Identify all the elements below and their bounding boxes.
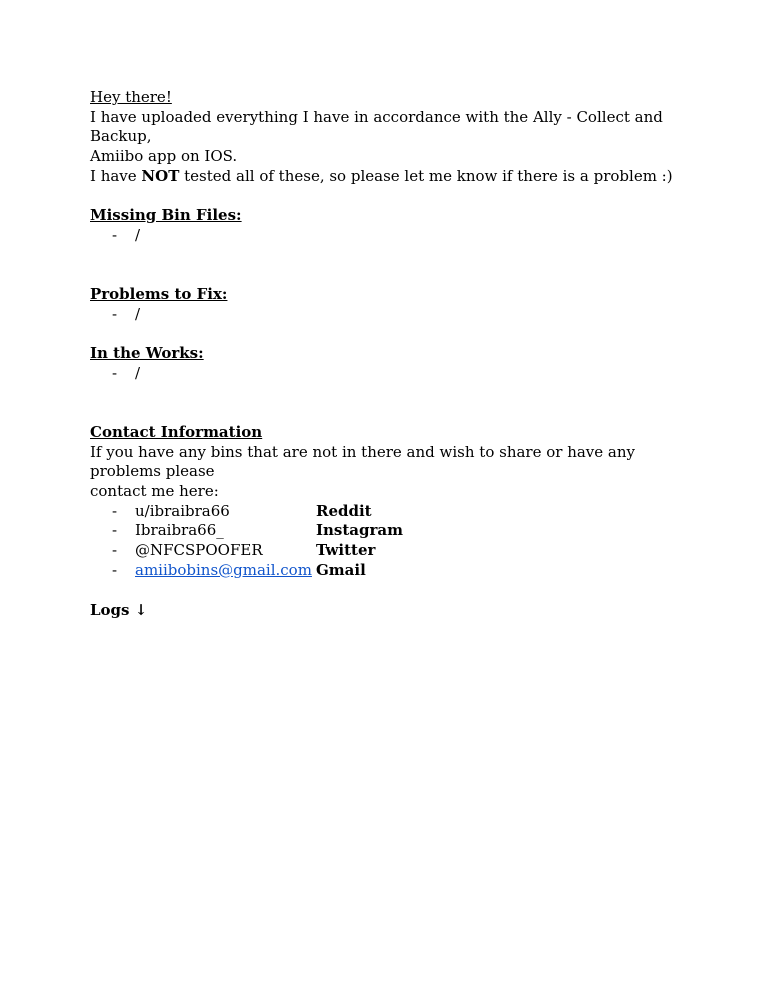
- contact-handle: Ibraibra66_: [135, 521, 224, 540]
- document-page: [90, 88, 690, 621]
- intro-line-3-end: tested all of these, so please let me know if there is a problem :): [179, 166, 673, 185]
- spacer: [90, 187, 690, 207]
- bullet-dash: -: [112, 304, 118, 323]
- contact-item-reddit: [90, 502, 690, 522]
- contact-item-instagram: [90, 521, 690, 541]
- bullet-dash: -: [112, 225, 118, 244]
- contact-line-1: If you have any bins that are not in there and wish to share or have any problems please: [90, 442, 636, 481]
- bullet-dash: -: [112, 501, 118, 520]
- contact-platform: Reddit: [316, 501, 372, 520]
- bullet-dash: -: [112, 541, 118, 560]
- bullet-dash: -: [112, 363, 118, 382]
- in-the-works-list: [90, 364, 690, 384]
- intro-line-2: Amiibo app on IOS.: [90, 147, 238, 166]
- email-link[interactable]: amiibobins@gmail.com: [135, 560, 312, 579]
- list-item-text: /: [135, 225, 141, 244]
- intro-line-3: [90, 167, 690, 187]
- contact-item-twitter: [90, 541, 690, 561]
- contact-platform: Twitter: [316, 541, 376, 560]
- intro-line-3-start: I have: [90, 166, 142, 185]
- list-item: [90, 364, 690, 384]
- problems-to-fix-list: [90, 305, 690, 325]
- spacer: [90, 580, 690, 600]
- missing-bin-files-heading: Missing Bin Files:: [90, 206, 242, 225]
- bullet-dash: -: [112, 560, 118, 579]
- contact-handle: @NFCSPOOFER: [135, 541, 263, 560]
- contact-handle-wrapper: [135, 561, 316, 581]
- bullet-dash: -: [112, 521, 118, 540]
- spacer: [90, 383, 690, 422]
- list-item-text: /: [135, 363, 141, 382]
- spacer: [90, 246, 690, 285]
- in-the-works-heading: In the Works:: [90, 344, 204, 363]
- list-item: [90, 226, 690, 246]
- logs-label: Logs ↓: [90, 601, 148, 620]
- contact-line-2: contact me here:: [90, 481, 219, 500]
- contact-item-gmail: [90, 561, 690, 581]
- intro-not-emphasis: NOT: [141, 166, 180, 185]
- intro-line-1: I have uploaded everything I have in accordance with the Ally - Collect and Backup,: [90, 107, 663, 146]
- spacer: [90, 324, 690, 344]
- contact-list: [90, 502, 690, 581]
- missing-bin-files-list: [90, 226, 690, 246]
- problems-to-fix-heading: Problems to Fix:: [90, 284, 228, 303]
- contact-information-heading: Contact Information: [90, 422, 263, 441]
- contact-handle: u/ibraibra66: [135, 501, 230, 520]
- list-item-text: /: [135, 304, 141, 323]
- contact-platform: Gmail: [316, 560, 366, 579]
- contact-platform: Instagram: [316, 521, 403, 540]
- list-item: [90, 305, 690, 325]
- greeting: Hey there!: [90, 88, 172, 106]
